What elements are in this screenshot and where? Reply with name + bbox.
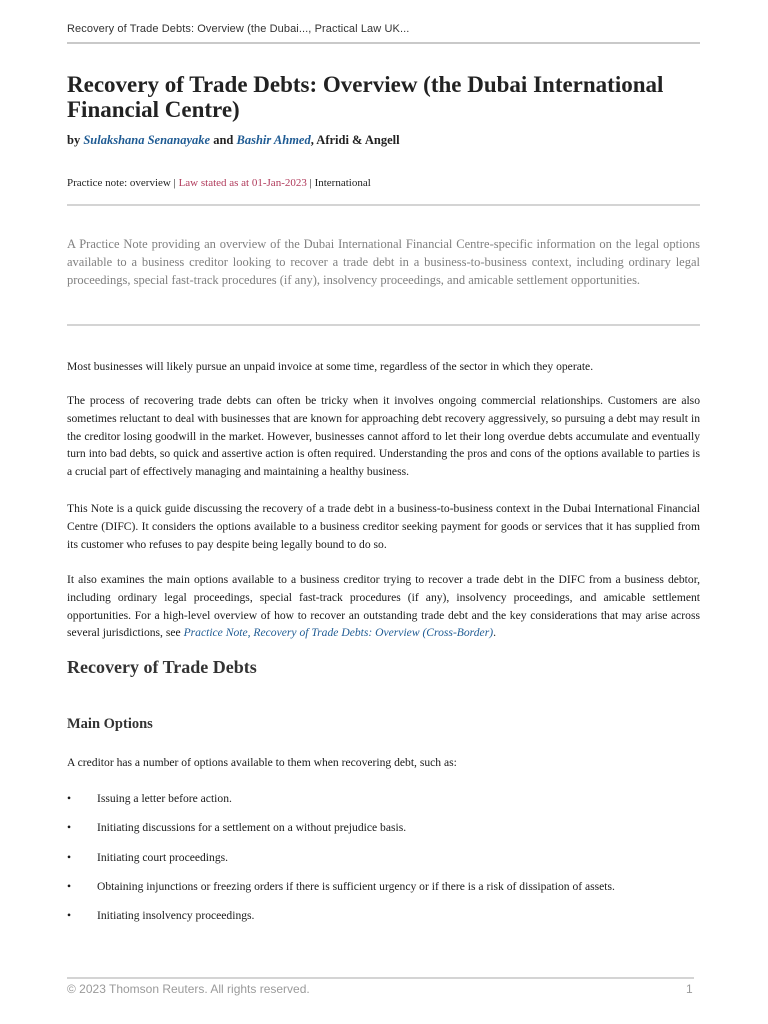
- meta-jurisdiction: International: [314, 177, 371, 189]
- subsection-heading: Main Options: [67, 716, 153, 732]
- meta-type: Practice note: overview: [67, 177, 171, 189]
- bullet-icon: •: [67, 880, 72, 893]
- author-link-1[interactable]: Sulakshana Senanayake: [83, 133, 211, 147]
- document-title: Recovery of Trade Debts: Overview (the Dubai International Financial Centre): [67, 72, 664, 122]
- bullet-icon: •: [67, 792, 72, 805]
- section-heading: Recovery of Trade Debts: [67, 657, 257, 677]
- footer-rule: [67, 977, 694, 979]
- cross-reference-link[interactable]: Practice Note, Recovery of Trade Debts: Overview (Cross-Border): [183, 626, 494, 640]
- byline: [67, 133, 400, 148]
- header-rule: [67, 42, 700, 44]
- meta-separator: |: [306, 177, 315, 189]
- list-item-text: Initiating insolvency proceedings.: [97, 909, 255, 922]
- divider: [67, 204, 700, 206]
- bullet-icon: •: [67, 821, 72, 834]
- divider: [67, 324, 700, 326]
- list-intro: A creditor has a number of options available to them when recovering debt, such as:: [67, 756, 457, 769]
- running-header: Recovery of Trade Debts: Overview (the Dubai..., Practical Law UK...: [67, 23, 410, 35]
- bullet-icon: •: [67, 909, 72, 922]
- byline-conjunction: and: [210, 133, 237, 147]
- law-stated-date: Law stated as at 01-Jan-2023: [178, 177, 307, 189]
- abstract: A Practice Note providing an overview of the Dubai International Financial Centre-specific information on the legal options available to a business creditor looking to recover a trade debt in a business-to-business context, including ordinary legal proceedings, special fast-track procedures (if any), insolvency proceedings, and amicable settlement opportunities.: [67, 237, 700, 287]
- list-item-text: Initiating court proceedings.: [97, 851, 229, 864]
- list-item: [67, 849, 700, 867]
- list-item-text: Initiating discussions for a settlement on a without prejudice basis.: [97, 821, 407, 834]
- byline-prefix: by: [67, 133, 84, 147]
- paragraph-1: Most businesses will likely pursue an unpaid invoice at some time, regardless of the sector in which they operate.: [67, 360, 594, 373]
- meta-separator: |: [170, 177, 179, 189]
- footer-copyright: © 2023 Thomson Reuters. All rights reserved.: [67, 982, 310, 996]
- paragraph-4-text: It also examines the main options available to a business creditor trying to recover a trade debt in the DIFC from a business debtor, including ordinary legal proceedings, special fast-track procedures (if any), insolvency proceedings, and amicable settlement opportunities. For a high-level overview of how to recover an outstanding trade debt and the key considerations that may arise across several jurisdictions, see: [67, 573, 700, 640]
- paragraph-4: [67, 571, 700, 642]
- paragraph-2: The process of recovering trade debts can often be tricky when it involves ongoing commercial relationships. Customers are also sometimes reluctant to deal with businesses that are known for approaching debt recovery aggressively, so pursuing a debt may result in the creditor losing goodwill in the market. However, businesses cannot afford to let their long overdue debts accumulate and eventually turn into bad debts, so quick and assertive action is often required. Understanding the pros and cons of the options available to parties is a crucial part of effectively managing and maintaining a healthy business.: [67, 394, 700, 479]
- list-item: [67, 878, 700, 896]
- list-item-text: Issuing a letter before action.: [97, 792, 232, 805]
- document-meta: [67, 177, 371, 189]
- author-link-2[interactable]: Bashir Ahmed: [236, 133, 311, 147]
- paragraph-4-end: .: [493, 626, 496, 640]
- list-item: [67, 819, 700, 837]
- page-number: 1: [686, 982, 693, 996]
- byline-firm: , Afridi & Angell: [310, 133, 400, 147]
- paragraph-3: This Note is a quick guide discussing the recovery of a trade debt in a business-to-business context in the Dubai International Financial Centre (DIFC). It considers the options available to a business creditor seeking payment for goods or services that it has supplied from its customer who refuses to pay despite being legally bound to do so.: [67, 502, 700, 551]
- list-item: [67, 790, 700, 808]
- list-item: [67, 907, 700, 925]
- list-item-text: Obtaining injunctions or freezing orders if there is sufficient urgency or if there is a risk of dissipation of assets.: [97, 880, 615, 893]
- bullet-icon: •: [67, 851, 72, 864]
